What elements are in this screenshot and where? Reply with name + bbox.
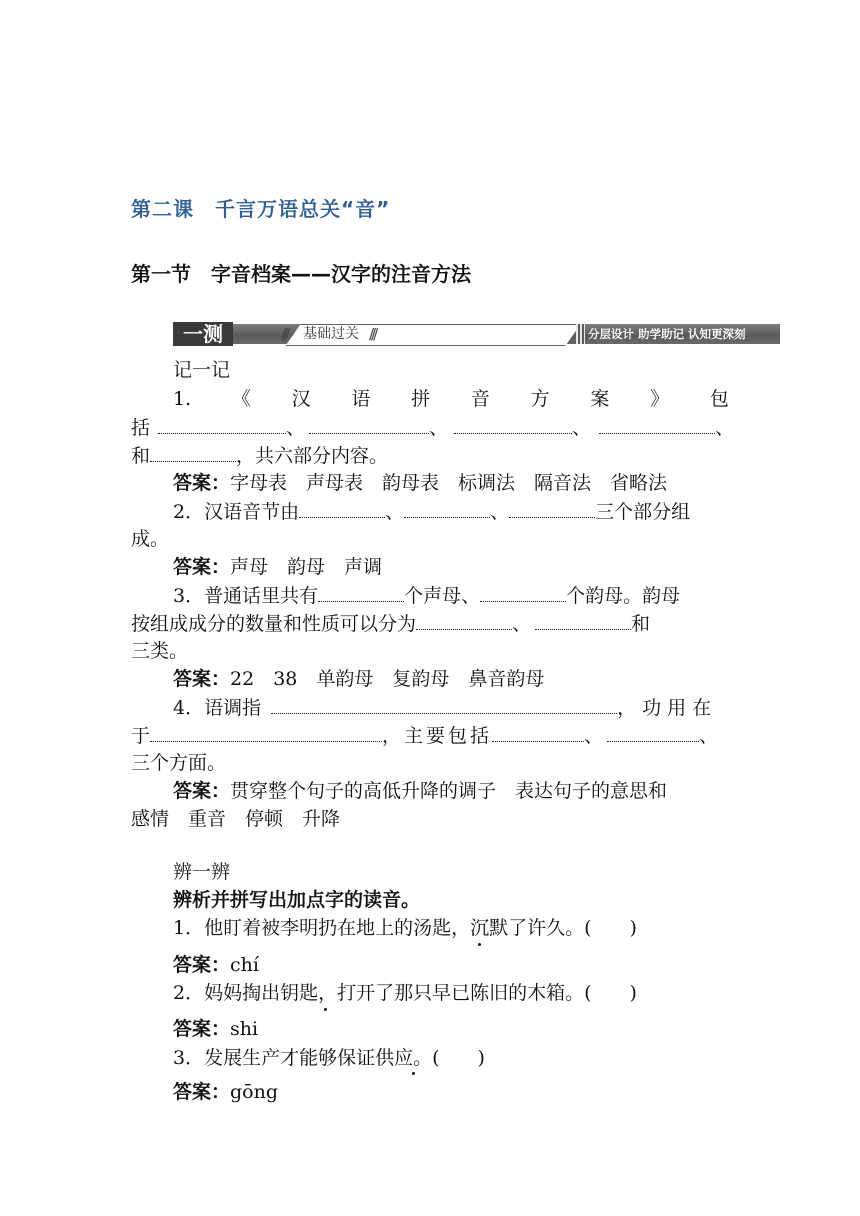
q1-char: 《 <box>231 388 251 410</box>
answer-text: shi <box>230 1018 259 1040</box>
fill-blank <box>404 499 490 518</box>
fill-blank <box>150 723 382 742</box>
fill-blank <box>318 583 404 602</box>
bian-answer-3 <box>173 1080 278 1104</box>
separator: 、 <box>385 501 405 523</box>
separator: 、 <box>429 417 449 439</box>
q1-char: 音 <box>470 388 490 410</box>
q2-end: 三个部分组 <box>595 501 691 523</box>
emphasis-dot <box>324 1008 327 1011</box>
q1-answer <box>173 471 667 495</box>
fill-blank <box>271 695 617 714</box>
q1-line3-start: 和 <box>131 445 151 467</box>
answer-text: gōng <box>230 1081 279 1103</box>
answer-label: 答案： <box>173 1081 231 1103</box>
separator: 、 <box>286 417 306 439</box>
banner-divider <box>576 324 585 344</box>
fill-blank <box>535 611 631 630</box>
q1-line3-end: ，共六部分内容。 <box>236 445 389 467</box>
answer-label: 答案： <box>173 668 231 690</box>
fill-blank <box>480 583 566 602</box>
q4-line2-end: 、 <box>699 725 719 747</box>
emphasis-dot <box>412 1072 415 1075</box>
q1-char: 》 <box>650 388 670 410</box>
q1-char: 方 <box>530 388 550 410</box>
answer-text: chí <box>230 954 259 976</box>
separator: 、 <box>512 613 532 635</box>
q4-answer-line2: 感情 重音 停顿 升降 <box>131 808 341 830</box>
q3-line3: 三类。 <box>131 640 189 662</box>
q1-line1 <box>173 387 729 411</box>
fill-blank <box>416 611 512 630</box>
q1-char: 汉 <box>291 388 311 410</box>
separator: 、 <box>584 725 604 747</box>
slash-decoration: /// <box>369 325 376 343</box>
bian-item-1: 1．他盯着被李明扔在地上的汤匙，沉默了许久。( ) <box>173 917 637 939</box>
answer-label: 答案： <box>173 1018 231 1040</box>
q1-char: 包 <box>709 388 729 410</box>
answer-label: 答案： <box>173 780 231 802</box>
banner-middle-label: 基础过关 <box>303 326 359 342</box>
q4-line3: 三个方面。 <box>131 752 227 774</box>
section-title: 第一节 字音档案——汉字的注音方法 <box>131 262 471 286</box>
q3-line2-start: 按组成成分的数量和性质可以分为 <box>131 613 417 635</box>
answer-label: 答案： <box>173 472 231 494</box>
bian-item-3: 3．发展生产才能够保证供应。( ) <box>173 1047 485 1069</box>
separator: 、 <box>715 417 735 439</box>
fill-blank <box>509 499 595 518</box>
fill-blank <box>599 415 715 434</box>
q3-line2-end: 和 <box>631 613 651 635</box>
slash-decoration: /// <box>281 325 288 343</box>
q1-line2 <box>131 415 734 440</box>
q3-start: 3．普通话里共有 <box>173 585 319 607</box>
fill-blank <box>607 723 699 742</box>
banner-right-label: 分层设计 助学助记 认知更深刻 <box>588 327 746 341</box>
bian-item-2: 2．妈妈掏出钥匙，打开了那只早已陈旧的木箱。( ) <box>173 982 637 1004</box>
section-banner <box>173 322 780 346</box>
q3-answer <box>173 667 544 691</box>
answer-text: 字母表 声母表 韵母表 标调法 隔音法 省略法 <box>230 472 668 494</box>
fill-blank <box>299 499 385 518</box>
bian-answer-2 <box>173 1017 258 1041</box>
q1-char: 1. <box>173 388 192 410</box>
q3-mid1: 个声母、 <box>404 585 481 607</box>
q2-line1 <box>173 499 690 524</box>
q3-line1 <box>173 583 680 608</box>
q1-char: 语 <box>351 388 371 410</box>
separator: 、 <box>572 417 592 439</box>
emphasis-dot <box>478 943 481 946</box>
answer-label: 答案： <box>173 954 231 976</box>
jiyiji-heading: 记一记 <box>173 359 231 381</box>
q2-line2: 成。 <box>131 528 170 550</box>
separator: 、 <box>490 501 510 523</box>
q4-line2-mid: ，主要包括 <box>382 725 493 747</box>
q1-char: 拼 <box>411 388 431 410</box>
fill-blank <box>158 415 286 434</box>
q1-line3 <box>131 443 388 468</box>
q4-start: 4．语调指 <box>173 697 262 719</box>
q3-line2 <box>131 611 650 636</box>
fill-blank <box>309 415 429 434</box>
q2-answer <box>173 555 382 579</box>
q4-line2 <box>131 723 718 748</box>
q4-end1: ，功用在 <box>617 697 718 719</box>
q2-start: 2．汉语音节由 <box>173 501 300 523</box>
banner-tab: 一测 <box>173 322 233 346</box>
answer-text: 贯穿整个句子的高低升降的调子 表达句子的意思和 <box>230 780 668 802</box>
fill-blank <box>454 415 572 434</box>
q1-char: 案 <box>590 388 610 410</box>
answer-text: 声母 韵母 声调 <box>230 556 383 578</box>
q4-line1 <box>173 695 717 720</box>
answer-label: 答案： <box>173 556 231 578</box>
q1-line2-start: 括 <box>131 417 151 439</box>
fill-blank <box>150 443 236 462</box>
answer-text: 22 38 单韵母 复韵母 鼻音韵母 <box>230 668 545 690</box>
lesson-title: 第二课 千言万语总关“音” <box>131 197 391 221</box>
bianyibian-instruction: 辨析并拼写出加点字的读音。 <box>173 889 421 911</box>
q4-line2-start: 于 <box>131 725 151 747</box>
q4-answer-line1 <box>173 779 667 803</box>
bianyibian-heading: 辨一辨 <box>173 861 231 883</box>
q3-mid2: 个韵母。韵母 <box>566 585 681 607</box>
fill-blank <box>492 723 584 742</box>
bian-answer-1 <box>173 953 259 977</box>
